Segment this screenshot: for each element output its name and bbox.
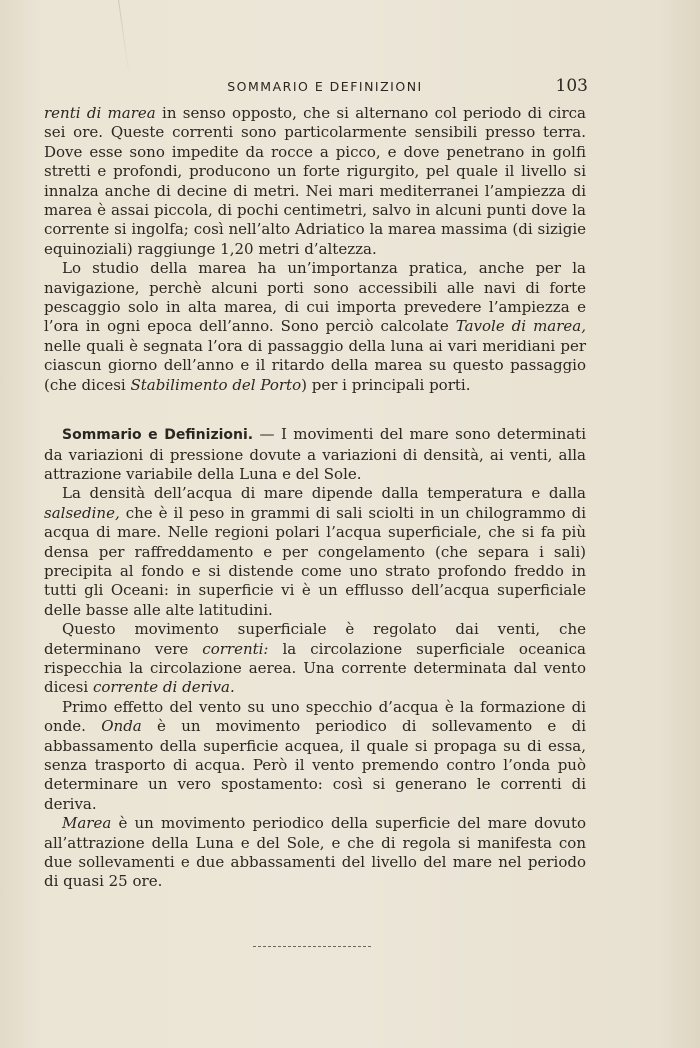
paragraph-tide-definition bbox=[44, 814, 586, 892]
paragraph-text: ) per i principali porti. bbox=[301, 375, 471, 394]
paragraph-text: Primo effetto del vento su uno specchio d’acqua è la formazione di onde. bbox=[44, 697, 586, 736]
italic-term: Stabilimento del Porto bbox=[130, 375, 302, 394]
italic-term: Marea bbox=[62, 814, 112, 833]
page-number: 103 bbox=[555, 76, 588, 96]
paragraph-tide-study bbox=[44, 259, 586, 395]
paragraph-waves bbox=[44, 698, 586, 814]
paragraph-text: in senso opposto, che si alternano col periodo di circa sei ore. Queste correnti sono particolarmente sensibili presso terra. Dove esse sono impedite da rocce a picco, e dove penetrano in golfi stretti e profondi, producono un forte rigurgito, pel quale il livello si innalza anche di decine di metri. Nei mari mediterranei l’ampiezza di marea è assai piccola, di pochi centimetri, salvo in alcuni punti dove la corrente si ingolfa; così nell’alto Adriatico la marea massima (di sizigie equinoziali) raggiunge 1,20 metri d’altezza. bbox=[44, 104, 586, 258]
running-title: SOMMARIO E DEFINIZIONI bbox=[227, 79, 423, 94]
paragraph-currents bbox=[44, 620, 586, 698]
page-header bbox=[62, 76, 588, 98]
paragraph-text: Questo movimento superficiale è regolato dai venti, che determinano vere bbox=[44, 620, 586, 658]
paragraph-text: la circolazione superficiale oceanica rispecchia la circolazione aerea. Una corrente determinata dal vento dicesi bbox=[44, 639, 586, 697]
italic-term: salsedine, bbox=[44, 503, 120, 522]
paragraph-text: Lo studio della marea ha un’importanza pratica, anche per la navigazione, perchè alcuni porti sono accessibili alle navi di forte pescaggio solo in alta marea, di cui importa prevedere l’ampiezza e l’ora in ogni epoca dell’anno. Sono perciò calcolate bbox=[44, 259, 586, 336]
paragraph-density bbox=[44, 484, 586, 620]
section-heading: Sommario e Definizioni. bbox=[62, 427, 254, 444]
italic-term: Onda bbox=[101, 717, 142, 736]
paragraph-text: La densità dell’acqua di mare dipende dalla temperatura e dalla bbox=[62, 484, 586, 503]
italic-term: Tavole di marea, bbox=[455, 317, 586, 336]
paragraph-text: nelle quali è segnata l’ora di passaggio della luna ai vari meridiani per ciascun giorno dell’anno e il ritardo della marea su questo passaggio (che dicesi bbox=[44, 336, 586, 394]
paragraph-text: è un movimento periodico di sollevamento e di abbassamento della superficie acquea, il quale si propaga su di essa, senza trasporto di acqua. Però il vento premendo contro l’onda può determinare un vero spostamento: così si generano le correnti di deriva. bbox=[44, 717, 586, 813]
section-end-rule bbox=[253, 946, 371, 947]
paragraph-summary-heading bbox=[44, 425, 586, 484]
paragraph-tides-continued bbox=[44, 104, 586, 259]
body-text bbox=[44, 104, 586, 892]
italic-term: corrente di deriva. bbox=[92, 678, 235, 697]
italic-term: correnti: bbox=[202, 639, 269, 658]
paragraph-text: — I movimenti del mare sono determinati da variazioni di pressione dovute a variazioni di densità, ai venti, alla attrazione variabile della Luna e del Sole. bbox=[44, 425, 587, 483]
paragraph-text: è un movimento periodico della superficie del mare dovuto all’attrazione della Luna e del Sole, e che di regola si manifesta con due sollevamenti e due abbassamenti del livello del mare nel periodo di quasi 25 ore. bbox=[44, 814, 586, 891]
italic-term: renti di marea bbox=[44, 104, 156, 122]
paragraph-text: che è il peso in grammi di sali sciolti in un chilogrammo di acqua di mare. Nelle regioni polari l’acqua superficiale, che si fa più densa per raffreddamento e per congelamento (che separa i sali) precipita al fondo e si distende come uno strato profondo freddo in tutti gli Oceani: in superficie vi è un efflusso dell’acqua superficiale delle basse alle alte latitudini. bbox=[44, 503, 586, 619]
paper-crease bbox=[118, 0, 130, 79]
